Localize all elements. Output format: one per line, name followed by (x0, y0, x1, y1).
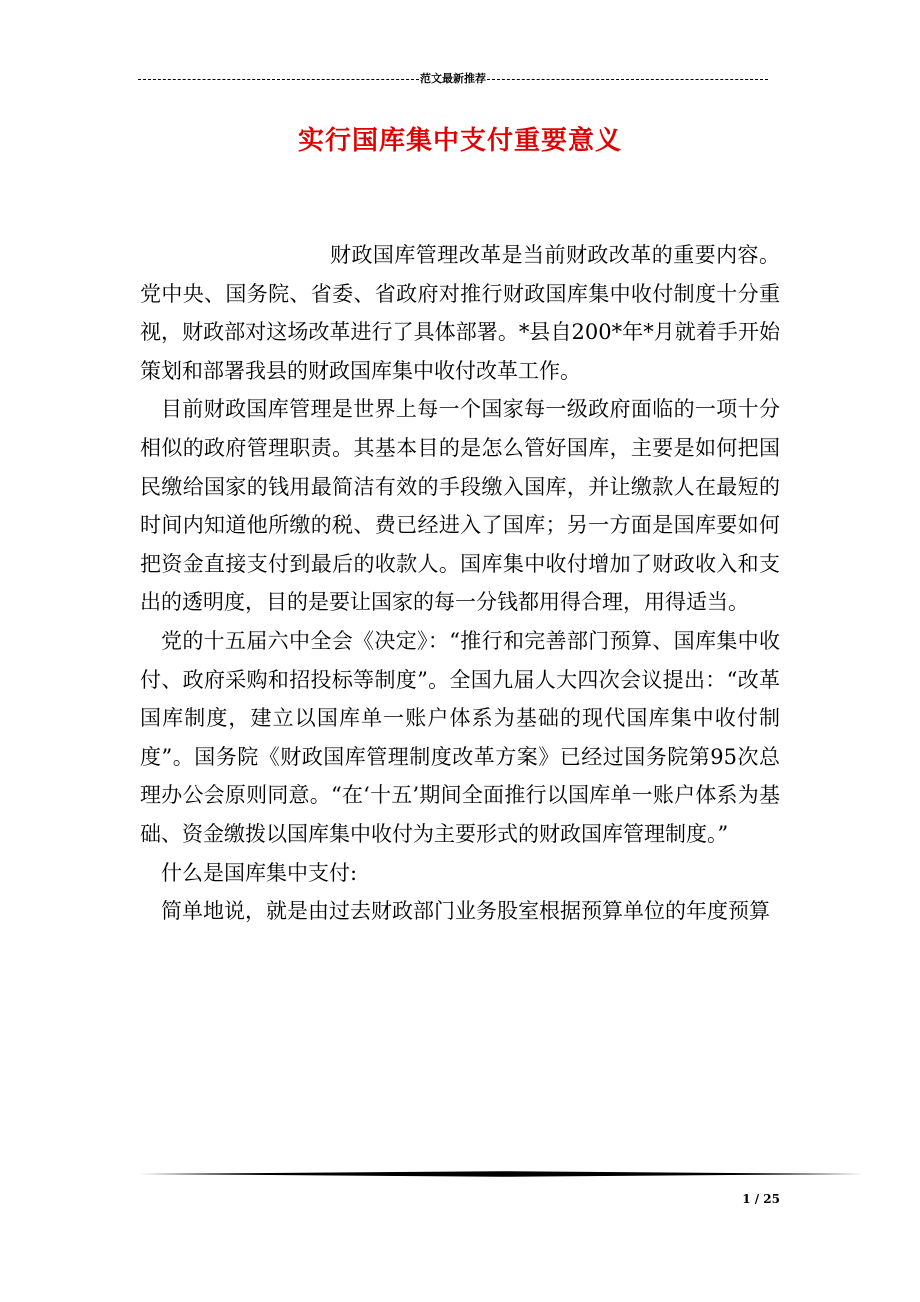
document-body (140, 236, 780, 931)
paragraph-3: 党的十五届六中全会《决定》：“推行和完善部门预算、国库集中收付、政府采购和招投标等制度”。全国九届人大四次会议提出：“改革国库制度，建立以国库单一账户体系为基础的现代国库集中收付制度”。国务院《财政国库管理制度改革方案》已经过国务院第95次总理办公会原则同意。“在‘十五’期间全面推行以国库单一账户体系为基础、资金缴拨以国库集中收付为主要形式的财政国库管理制度。” (140, 628, 780, 846)
header-label: 范文最新推荐 (420, 72, 486, 85)
paragraph-4: 什么是国库集中支付: (161, 860, 358, 885)
header-dash-right (487, 79, 768, 80)
header-dash-left (138, 79, 419, 80)
page-header (138, 70, 768, 86)
document-title: 实行国库集中支付重要意义 (297, 126, 622, 156)
paragraph-5: 简单地说，就是由过去财政部门业务股室根据预算单位的年度预算 (161, 899, 770, 924)
paragraph-2: 目前财政国库管理是世界上每一个国家每一级政府面临的一项十分相似的政府管理职责。其基本目的是怎么管好国库，主要是如何把国民缴给国家的钱用最简洁有效的手段缴入国库，并让缴款人在最短的时间内知道他所缴的税、费已经进入了国库；另一方面是国库要如何把资金直接支付到最后的收款人。国库集中收付增加了财政收入和支出的透明度，目的是要让国家的每一分钱都用得合理，用得适当。 (140, 397, 780, 615)
page-number: 1 / 25 (742, 1192, 780, 1206)
paragraph-1: 财政国库管理改革是当前财政改革的重要内容。党中央、国务院、省委、省政府对推行财政国库集中收付制度十分重视，财政部对这场改革进行了具体部署。*县自200*年*月就着手开始策划和部署我县的财政国库集中收付改革工作。 (140, 243, 780, 383)
footer-divider (140, 1171, 864, 1177)
